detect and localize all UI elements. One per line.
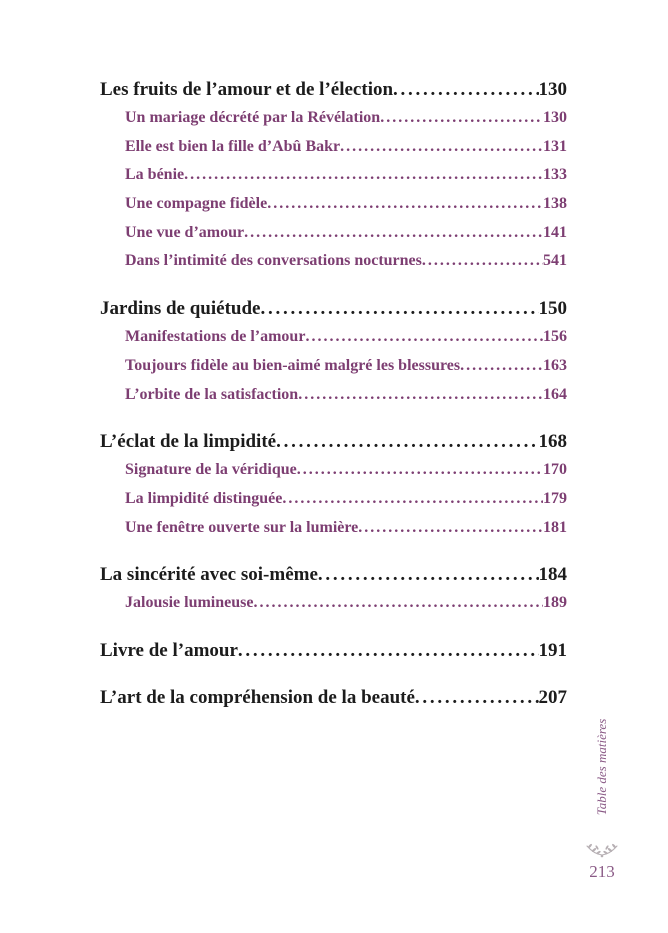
dot-leader: [253, 589, 543, 618]
toc-subsection-title: Signature de la véridique: [125, 461, 297, 479]
toc-subsection-title: Elle est bien la fille d’Abû Bakr: [125, 137, 341, 155]
toc-subsection-page: 181: [543, 518, 567, 536]
toc-subsection[interactable]: [100, 219, 567, 248]
dot-leader: [380, 104, 543, 133]
table-of-contents: [100, 76, 567, 712]
dot-leader: [318, 561, 539, 589]
toc-subsection[interactable]: [100, 133, 567, 162]
dot-leader: [340, 133, 543, 162]
dot-leader: [184, 161, 543, 190]
toc-subsection-page: 138: [543, 195, 567, 213]
dot-leader: [358, 514, 543, 543]
toc-subsection-page: 179: [543, 489, 567, 507]
dot-leader: [415, 684, 539, 712]
dot-leader: [305, 323, 543, 352]
toc-section-page: 130: [538, 79, 567, 100]
dot-leader: [238, 637, 539, 665]
toc-subsection[interactable]: [100, 161, 567, 190]
toc-subsection-title: Manifestations de l’amour: [125, 328, 306, 346]
toc-subsection-title: Une fenêtre ouverte sur la lumière: [125, 518, 359, 536]
toc-section-title: Les fruits de l’amour et de l’élection: [100, 79, 394, 100]
toc-section[interactable]: [100, 561, 567, 589]
toc-section-page: 207: [538, 686, 567, 708]
dot-leader: [276, 428, 538, 456]
page-number: 213: [589, 862, 615, 881]
dot-leader: [460, 352, 543, 381]
toc-subsection[interactable]: [100, 485, 567, 514]
laurel-ornament-icon: [584, 840, 620, 860]
section-gap: [100, 542, 567, 561]
toc-section-page: 184: [538, 564, 567, 586]
toc-subsection-page: 189: [543, 594, 567, 612]
toc-subsection-page: 164: [543, 385, 567, 403]
dot-leader: [297, 456, 543, 485]
section-gap: [100, 409, 567, 428]
toc-subsection-title: Une compagne fidèle: [125, 195, 268, 213]
toc-subsection-title: La limpidité distinguée: [125, 489, 283, 507]
toc-subsection-page: 163: [543, 356, 567, 374]
toc-subsection-title: La bénie: [125, 166, 185, 184]
section-gap: [100, 618, 567, 637]
toc-section[interactable]: [100, 428, 567, 456]
toc-section-title: La sincérité avec soi-même: [100, 564, 318, 586]
toc-section[interactable]: [100, 295, 567, 323]
dot-leader: [393, 76, 538, 104]
toc-subsection[interactable]: [100, 514, 567, 543]
dot-leader: [260, 295, 538, 323]
toc-subsection-page: 133: [543, 166, 567, 184]
dot-leader: [282, 485, 543, 514]
toc-subsection-title: Dans l’intimité des conversations nocturnes: [125, 252, 422, 270]
toc-section-page: 168: [538, 431, 567, 453]
toc-section[interactable]: [100, 76, 567, 104]
side-label-text: Table des matières: [594, 718, 609, 816]
toc-subsection[interactable]: [100, 589, 567, 618]
running-header-vertical: [590, 708, 614, 826]
toc-section-title: Livre de l’amour: [100, 639, 238, 661]
toc-section[interactable]: [100, 684, 567, 712]
toc-section-title: Jardins de quiétude: [100, 298, 261, 320]
toc-subsection-page: 156: [543, 328, 567, 346]
toc-subsection[interactable]: [100, 190, 567, 219]
toc-section-page: 191: [538, 639, 567, 661]
toc-subsection[interactable]: [100, 456, 567, 485]
toc-section-title: L’art de la compréhension de la beauté: [100, 686, 415, 708]
dot-leader: [422, 247, 543, 276]
toc-subsection-page: 541: [543, 252, 567, 270]
dot-leader: [267, 190, 543, 219]
dot-leader: [244, 219, 543, 248]
section-gap: [100, 276, 567, 295]
toc-subsection[interactable]: [100, 104, 567, 133]
toc-subsection-page: 131: [543, 137, 567, 155]
toc-subsection-title: Une vue d’amour: [125, 223, 245, 241]
toc-subsection-title: Jalousie lumineuse: [125, 594, 254, 612]
dot-leader: [298, 381, 543, 410]
toc-subsection-title: L’orbite de la satisfaction: [125, 385, 299, 403]
toc-subsection-page: 170: [543, 461, 567, 479]
section-gap: [100, 665, 567, 684]
toc-subsection[interactable]: [100, 381, 567, 410]
toc-subsection-title: Toujours fidèle au bien-aimé malgré les blessures: [125, 356, 461, 374]
toc-section-title: L’éclat de la limpidité: [100, 431, 277, 453]
toc-subsection[interactable]: [100, 247, 567, 276]
toc-subsection-title: Un mariage décrété par la Révélation: [125, 109, 381, 126]
toc-section[interactable]: [100, 637, 567, 665]
toc-subsection[interactable]: [100, 323, 567, 352]
toc-section-page: 150: [538, 298, 567, 320]
toc-subsection-page: 130: [543, 109, 567, 126]
toc-subsection-page: 141: [543, 223, 567, 241]
toc-subsection[interactable]: [100, 352, 567, 381]
